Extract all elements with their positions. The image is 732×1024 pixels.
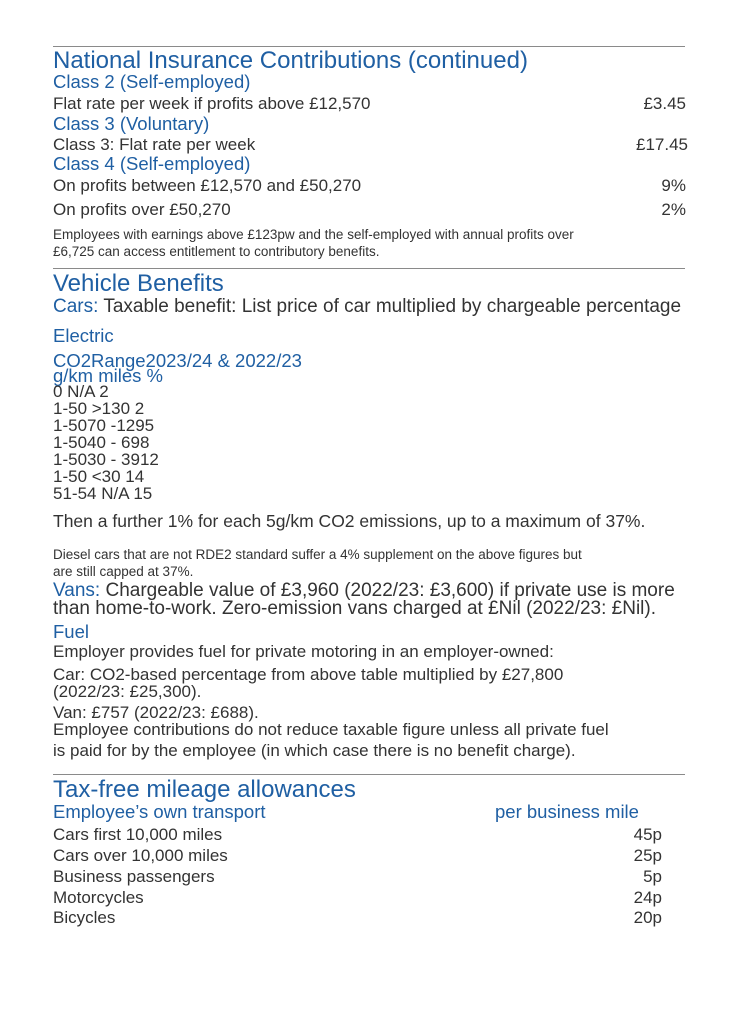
co2-table-row: 1-5070 -1295 bbox=[53, 416, 155, 435]
mileage-row-value: 5p bbox=[643, 867, 662, 886]
class4-heading: Class 4 (Self-employed) bbox=[53, 153, 251, 174]
nic-title: National Insurance Contributions (continued) bbox=[53, 47, 528, 74]
fuel-heading: Fuel bbox=[53, 621, 89, 642]
mileage-row-label: Motorcycles bbox=[53, 888, 144, 907]
fuel-intro: Employer provides fuel for private motoring in an employer-owned: bbox=[53, 642, 554, 661]
vans-label: Vans: bbox=[53, 580, 101, 601]
co2-table-row: 51-54 N/A 15 bbox=[53, 484, 153, 503]
class3-row-label: Class 3: Flat rate per week bbox=[53, 135, 256, 154]
fuel-car-text: Car: CO2-based percentage from above table multiplied by £27,800 bbox=[53, 665, 564, 684]
vans-text-line2: than home-to-work. Zero-emission vans charged at £Nil (2022/23: £Nil). bbox=[53, 598, 656, 619]
diesel-note: Diesel cars that are not RDE2 standard suffer a 4% supplement on the above figures but bbox=[53, 547, 582, 562]
class2-row-label: Flat rate per week if profits above £12,570 bbox=[53, 94, 371, 113]
fuel-van-text: Van: £757 (2022/23: £688). bbox=[53, 703, 259, 722]
class2-row-value: £3.45 bbox=[643, 94, 686, 113]
mileage-col2-header: per business mile bbox=[495, 801, 639, 822]
vehicle-title: Vehicle Benefits bbox=[53, 270, 224, 297]
co2-table-header: CO2Range2023/24 & 2022/23 bbox=[53, 350, 302, 371]
mileage-row-value: 24p bbox=[633, 888, 662, 907]
mileage-row-value: 45p bbox=[633, 825, 662, 844]
mileage-row-label: Bicycles bbox=[53, 908, 116, 927]
mileage-row-label: Cars first 10,000 miles bbox=[53, 825, 223, 844]
class2-heading: Class 2 (Self-employed) bbox=[53, 71, 251, 92]
co2-table-row: 1-5030 - 3912 bbox=[53, 450, 159, 469]
mileage-row-label: Business passengers bbox=[53, 867, 215, 886]
cars-text: Taxable benefit: List price of car multiplied by chargeable percentage bbox=[98, 296, 682, 317]
electric-heading: Electric bbox=[53, 325, 114, 346]
mileage-row-label: Cars over 10,000 miles bbox=[53, 846, 228, 865]
class3-heading: Class 3 (Voluntary) bbox=[53, 113, 210, 134]
co2-table-row: 0 N/A 2 bbox=[53, 382, 109, 401]
mileage-title: Tax-free mileage allowances bbox=[53, 776, 356, 803]
mileage-row-value: 20p bbox=[633, 908, 662, 927]
fuel-note: Employee contributions do not reduce taxable figure unless all private fuel bbox=[53, 720, 609, 739]
co2-table-row: 1-5040 - 698 bbox=[53, 433, 150, 452]
fuel-car-text: (2022/23: £25,300). bbox=[53, 682, 202, 701]
class4-row-label: On profits over £50,270 bbox=[53, 200, 231, 219]
vans-text: Chargeable value of £3,960 (2022/23: £3,600) if private use is more bbox=[100, 580, 675, 601]
mileage-row-value: 25p bbox=[633, 846, 662, 865]
further-percent-note: Then a further 1% for each 5g/km CO2 emissions, up to a maximum of 37%. bbox=[53, 511, 646, 531]
co2-table-row: 1-50 <30 14 bbox=[53, 467, 145, 486]
cars-paragraph bbox=[53, 296, 681, 318]
class3-row-value: £17.45 bbox=[636, 135, 688, 154]
section-divider-vehicle bbox=[53, 268, 685, 269]
mileage-col1-header: Employee’s own transport bbox=[53, 801, 266, 822]
diesel-note: are still capped at 37%. bbox=[53, 564, 194, 579]
class4-row-value: 2% bbox=[661, 200, 686, 219]
class4-row-value: 9% bbox=[661, 176, 686, 195]
class4-row-label: On profits between £12,570 and £50,270 bbox=[53, 176, 362, 195]
section-divider-mileage bbox=[53, 774, 685, 775]
co2-table-subheader: g/km miles % bbox=[53, 365, 163, 386]
cars-label: Cars: bbox=[53, 296, 99, 317]
nic-note: Employees with earnings above £123pw and the self-employed with annual profits over bbox=[53, 227, 574, 242]
co2-table-row: 1-50 >130 2 bbox=[53, 399, 145, 418]
nic-note: £6,725 can access entitlement to contributory benefits. bbox=[53, 244, 380, 259]
fuel-note: is paid for by the employee (in which case there is no benefit charge). bbox=[53, 741, 576, 760]
